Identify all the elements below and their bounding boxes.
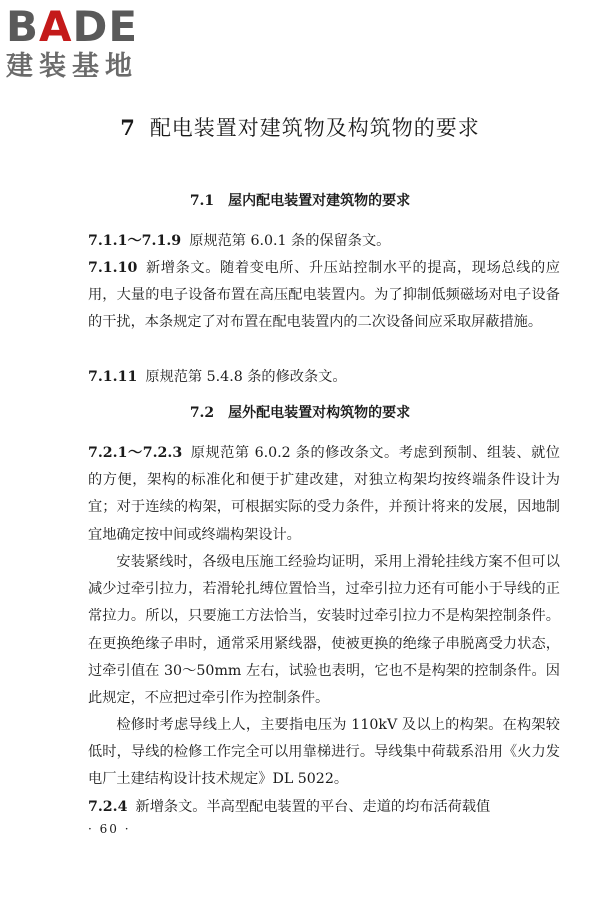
body-paragraph bbox=[88, 712, 560, 794]
clause-number: 7.2.4 bbox=[88, 799, 128, 815]
chapter-title-text: 配电装置对建筑物及构筑物的要求 bbox=[149, 116, 480, 140]
clause-paragraph bbox=[88, 228, 560, 255]
page-number: · 60 · bbox=[88, 822, 131, 836]
clause-paragraph bbox=[88, 440, 560, 549]
clause-paragraph bbox=[88, 255, 560, 337]
logo-subtitle: 建装基地 bbox=[6, 51, 138, 82]
clause-paragraph bbox=[88, 364, 560, 391]
paragraph-text: 安装紧线时，各级电压施工经验均证明，采用上滑轮挂线方案不但可以减少过牵引拉力，若滑轮扎缚位置恰当，过牵引拉力还有可能小于导线的正常拉力。所以，只要施工方法恰当，安装时过牵引拉力不是构架控制条件。在更换绝缘子串时，通常采用紧线器，使被更换的绝缘子串脱离受力状态，过牵引值在 30～50mm 左右，试验也表明，它也不是构架的控制条件。因此规定，不应把过牵引作为控制条件。 bbox=[88, 554, 560, 707]
bade-logo bbox=[6, 4, 176, 84]
clause-number: 7.1.1～7.1.9 bbox=[88, 233, 182, 249]
clause-paragraph bbox=[88, 794, 560, 821]
chapter-number: 7 bbox=[120, 115, 136, 140]
section-heading-7-1 bbox=[0, 190, 600, 210]
logo-letters-de: DE bbox=[72, 2, 139, 51]
section-title-text: 屋内配电装置对建筑物的要求 bbox=[228, 193, 411, 209]
logo-letter-a: A bbox=[39, 2, 73, 51]
clause-number: 7.1.11 bbox=[88, 369, 138, 385]
clause-number: 7.2.1～7.2.3 bbox=[88, 445, 183, 461]
clause-text: 新增条文。随着变电所、升压站控制水平的提高，现场总线的应用，大量的电子设备布置在高压配电装置内。为了抑制低频磁场对电子设备的干扰，本条规定了对布置在配电装置内的二次设备间应采取屏蔽措施。 bbox=[88, 260, 560, 331]
clause-text: 原规范第 5.4.8 条的修改条文。 bbox=[145, 369, 347, 385]
paragraph-text: 检修时考虑导线上人，主要指电压为 110kV 及以上的构架。在构架较低时，导线的检修工作完全可以用靠梯进行。导线集中荷载系沿用《火力发电厂土建结构设计技术规定》DL 5022。 bbox=[88, 717, 560, 788]
clause-text: 原规范第 6.0.1 条的保留条文。 bbox=[189, 233, 391, 249]
section-heading-7-2 bbox=[0, 402, 600, 422]
clause-text: 原规范第 6.0.2 条的修改条文。考虑到预制、组装、就位的方便，架构的标准化和便于扩建改建，对独立构架均按终端条件设计为宜；对于连续的构架，可根据实际的受力条件，并预计将来的发展，因地制宜地确定按中间或终端构架设计。 bbox=[88, 445, 560, 543]
clause-number: 7.1.10 bbox=[88, 260, 138, 276]
clause-text: 新增条文。半高型配电装置的平台、走道的均布活荷载值 bbox=[135, 799, 491, 815]
section-title-text: 屋外配电装置对构筑物的要求 bbox=[228, 405, 411, 421]
section-number: 7.2 bbox=[189, 405, 215, 421]
logo-wordmark bbox=[6, 4, 176, 50]
chapter-title bbox=[0, 112, 600, 142]
section-number: 7.1 bbox=[189, 193, 215, 209]
body-paragraph bbox=[88, 549, 560, 712]
logo-letter-b: B bbox=[6, 2, 40, 51]
